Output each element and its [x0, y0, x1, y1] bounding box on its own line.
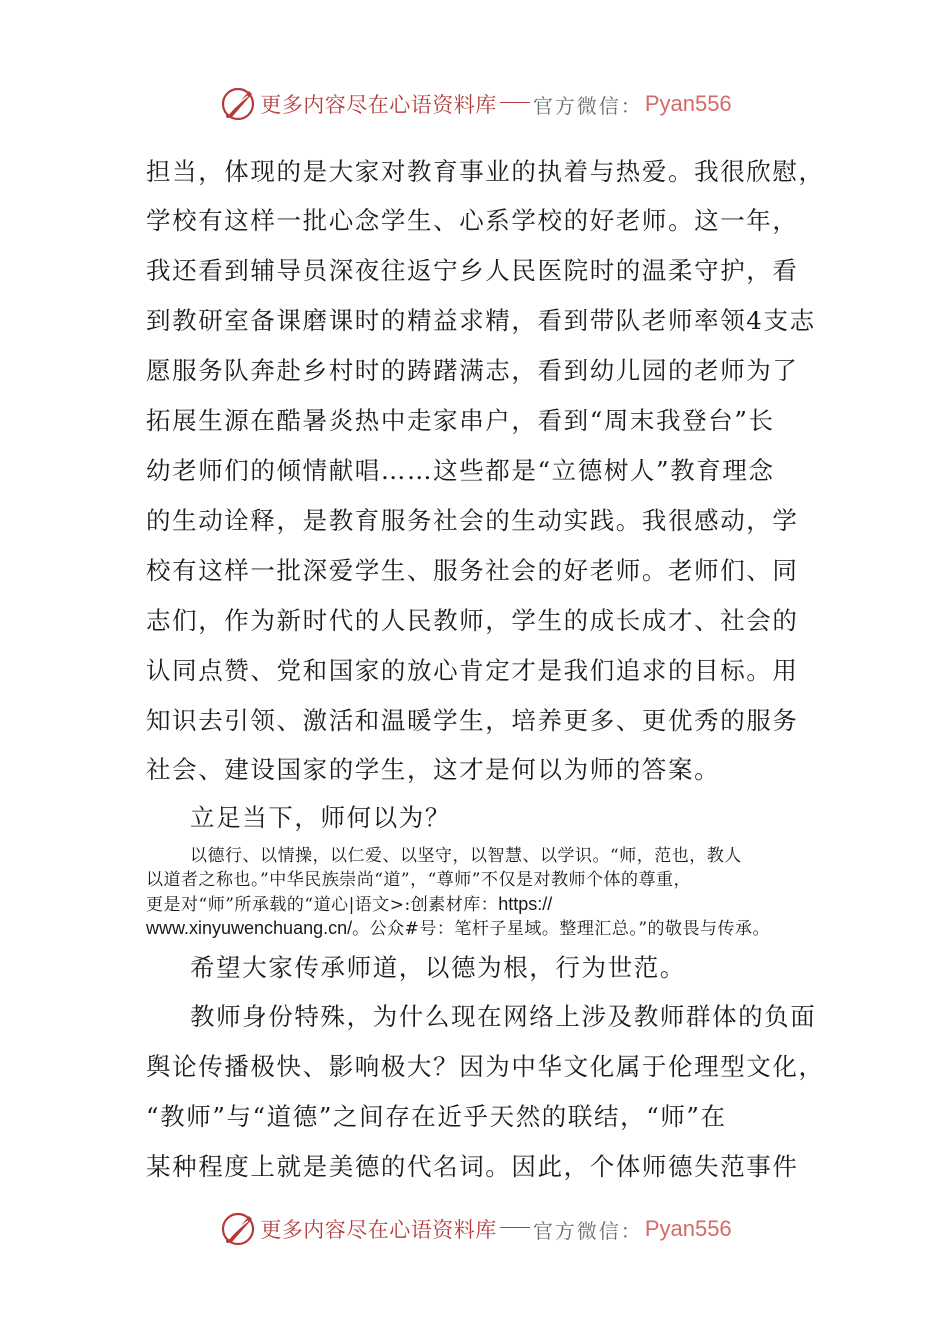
paragraph-line: 的生动诠释，是教育服务社会的生动实践。我很感动，学 [146, 506, 799, 535]
paragraph-line: 教师身份特殊，为什么现在网络上涉及教师群体的负面 [190, 1002, 817, 1031]
section-heading: 立足当下，师何以为？ [190, 803, 451, 832]
banner-text: 更多内容尽在心语资料库 [260, 93, 497, 117]
url-prefix[interactable]: https:// [498, 894, 553, 914]
quote-line: 以道者之称也。”中华民族崇尚“道”，“尊师”不仅是对教师个体的尊重， [146, 870, 691, 890]
paragraph-line: 校有这样一批深爱学生、服务社会的好老师。老师们、同 [146, 556, 799, 585]
quill-logo-icon [218, 84, 258, 124]
footer-banner [0, 1209, 950, 1249]
paragraph-line: 愿服务队奔赴乡村时的踌躇满志，看到幼儿园的老师为了 [146, 356, 799, 385]
quote-text: 。公众#号：笔杆子星域。整理汇总。”的敬畏与传承。 [352, 919, 771, 939]
banner-wechat-id: Pyan556 [644, 91, 732, 116]
quote-line [146, 917, 846, 940]
paragraph-line: 某种程度上就是美德的代名词。因此，个体师德失范事件 [146, 1152, 799, 1181]
paragraph-line: 舆论传播极快、影响极大？因为中华文化属于伦理型文化， [146, 1052, 825, 1081]
banner-dash [500, 1227, 530, 1228]
paragraph-line: 认同点赞、党和国家的放心肯定才是我们追求的目标。用 [146, 656, 799, 685]
banner-text: 更多内容尽在心语资料库 [260, 1218, 497, 1242]
banner-label: 官方微信： [532, 1218, 643, 1243]
paragraph-line: 我还看到辅导员深夜往返宁乡人民医院时的温柔守护，看 [146, 256, 799, 285]
paragraph-line: 社会、建设国家的学生，这才是何以为师的答案。 [146, 755, 721, 784]
paragraph-line: 到教研室备课磨课时的精益求精，看到带队老师率领4支志 [146, 306, 816, 335]
quote-text: 更是对“师”所承载的“道心|语文>:创素材库： [146, 895, 499, 915]
header-banner [0, 84, 950, 124]
paragraph-line: 学校有这样一批心念学生、心系学校的好老师。这一年， [146, 206, 799, 235]
banner-wechat-id: Pyan556 [644, 1216, 732, 1241]
paragraph-line: 幼老师们的倾情献唱……这些都是“立德树人”教育理念 [146, 456, 775, 485]
banner-label: 官方微信： [532, 93, 643, 118]
paragraph-line: “教师”与“道德”之间存在近乎天然的联结，“师”在 [146, 1102, 727, 1131]
quote-line [146, 893, 846, 916]
paragraph-line: 知识去引领、激活和温暖学生，培养更多、更优秀的服务 [146, 706, 799, 735]
paragraph-line: 希望大家传承师道，以德为根，行为世范。 [190, 953, 686, 982]
quote-line: 以德行、以情操，以仁爱、以坚守，以智慧、以学识。“师，范也，教人 [190, 846, 742, 866]
paragraph-line: 担当，体现的是大家对教育事业的执着与热爱。我很欣慰， [146, 157, 825, 186]
banner-dash [500, 102, 530, 103]
quill-logo-icon [218, 1209, 258, 1249]
paragraph-line: 志们，作为新时代的人民教师，学生的成长成才、社会的 [146, 606, 799, 635]
paragraph-line: 拓展生源在酷暑炎热中走家串户，看到“周末我登台”长 [146, 406, 775, 435]
url-domain-link[interactable]: www.xinyuwenchuang.cn/ [146, 918, 353, 938]
